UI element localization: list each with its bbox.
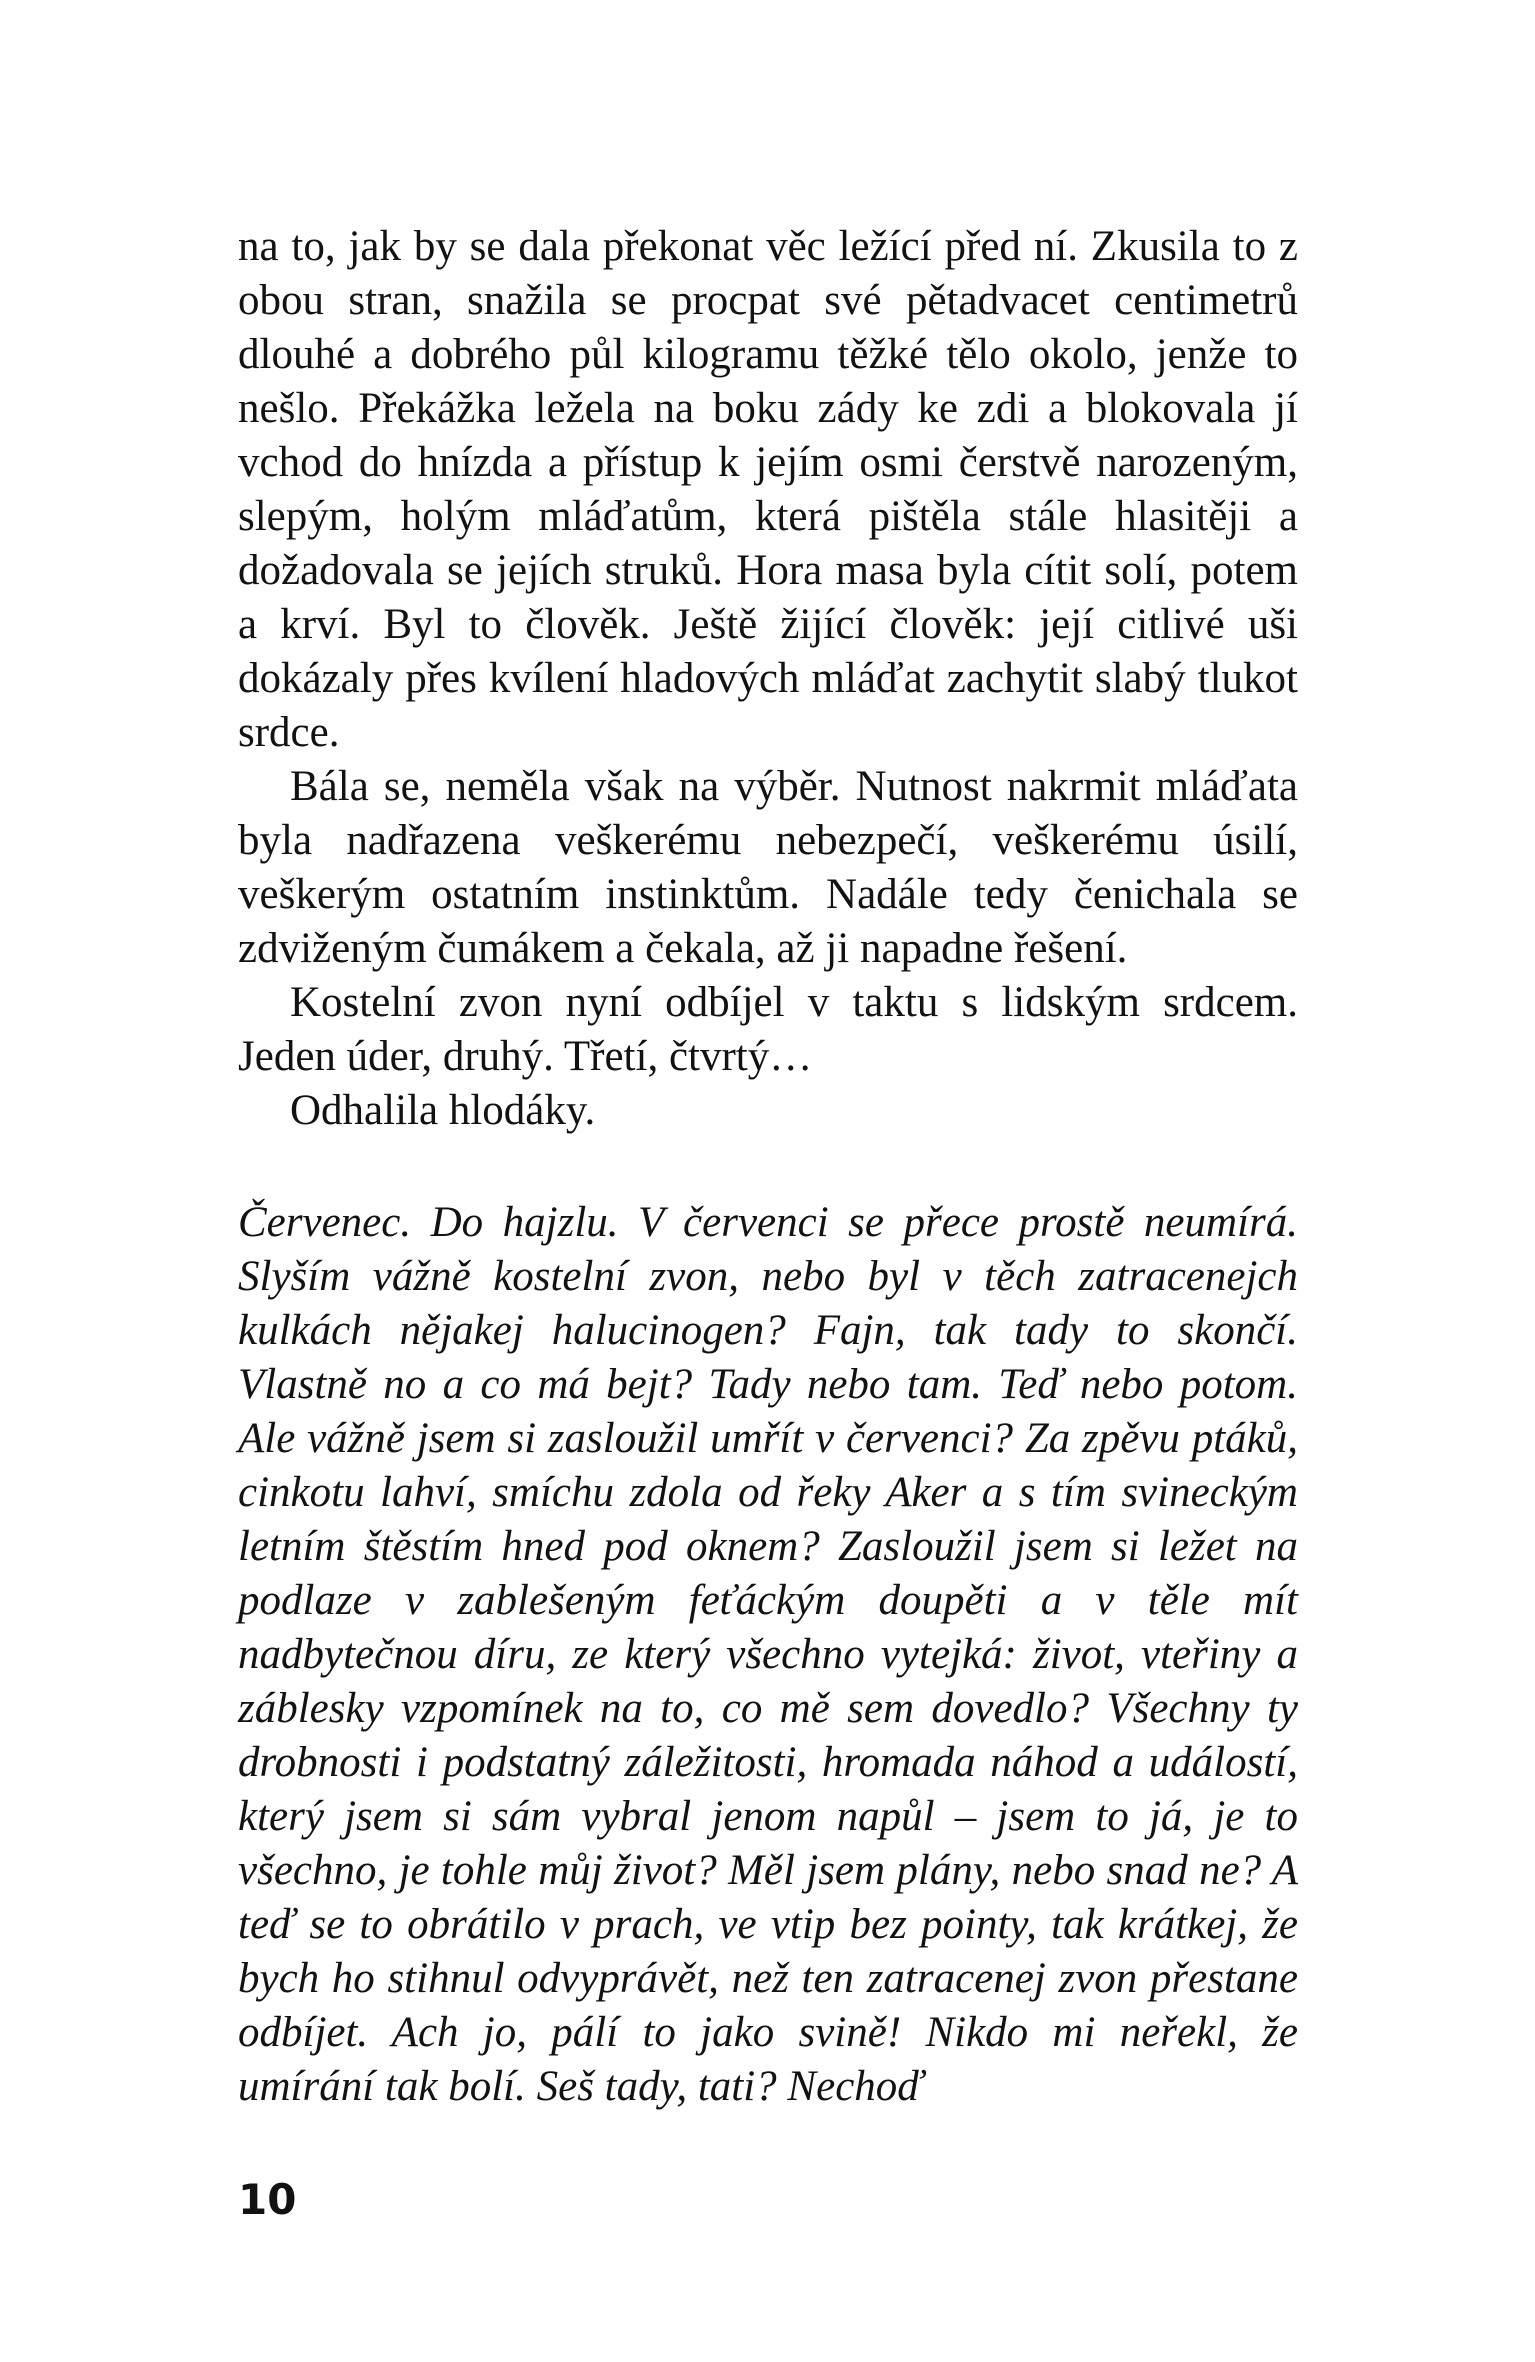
paragraph-bala-se: Bála se, neměla však na výběr. Nutnost nakrmit mláďata byla nadřazena veškerému nebezpečí, veškerému úsilí, veškerým ostatním instinktům. Nadále tedy čenichala se zdviženým čumákem a čekala, až ji napadne řešení. — [238, 763, 1298, 972]
paragraph-odhalila-hlodaky: Odhalila hlodáky. — [290, 1087, 596, 1134]
page-number: 10 — [238, 2175, 297, 2224]
paragraph-inner-monologue-italic: Červenec. Do hajzlu. V červenci se přece prostě neumírá. Slyším vážně kostelní zvon, nebo byl v těch zatracenejch kulkách nějakej halucinogen? Fajn, tak tady to skončí. Vlastně no a co má bejt? Tady nebo tam. Teď nebo potom. Ale vážně jsem si zasloužil umřít v červenci? Za zpěvu ptáků, cinkotu lahví, smíchu zdola od řeky Aker a s tím svineckým letním štěstím hned pod oknem? Zasloužil jsem si ležet na podlaze v zablešeným feťáckým doupěti a v těle mít nadbytečnou díru, ze který všechno vytejká: život, vteřiny a záblesky vzpomínek na to, co mě sem dovedlo? Všechny ty drobnosti i podstatný záležitosti, hromada náhod a událostí, který jsem si sám vybral jenom napůl – jsem to já, je to všechno, je tohle můj život? Měl jsem plány, nebo snad ne? A teď se to obrátilo v prach, ve vtip bez pointy, tak krátkej, že bych ho stihnul odvyprávět, než ten zatracenej zvon přestane odbíjet. Ach jo, pálí to jako svině! Nikdo mi neřekl, že umírání tak bolí. Seš tady, tati? Nechoď — [238, 1199, 1298, 2110]
paragraph-kostelni-zvon: Kostelní zvon nyní odbíjel v taktu s lidským srdcem. Jeden úder, druhý. Třetí, čtvrtý… — [238, 979, 1298, 1080]
text-block — [238, 220, 1298, 2114]
paragraph-continued-opening: na to, jak by se dala překonat věc ležící před ní. Zkusila to z obou stran, snažila se procpat své pětadvacet centimetrů dlouhé a dobrého půl kilogramu těžké tělo okolo, jenže to nešlo. Překážka ležela na boku zády ke zdi a blokovala jí vchod do hnízda a přístup k jejím osmi čerstvě narozeným, slepým, holým mláďatům, která pištěla stále hlasitěji a dožadovala se jejích struků. Hora masa byla cítit solí, potem a krví. Byl to člověk. Ještě žijící člověk: její citlivé uši dokázaly přes kvílení hladových mláďat zachytit slabý tlukot srdce. — [238, 223, 1298, 756]
